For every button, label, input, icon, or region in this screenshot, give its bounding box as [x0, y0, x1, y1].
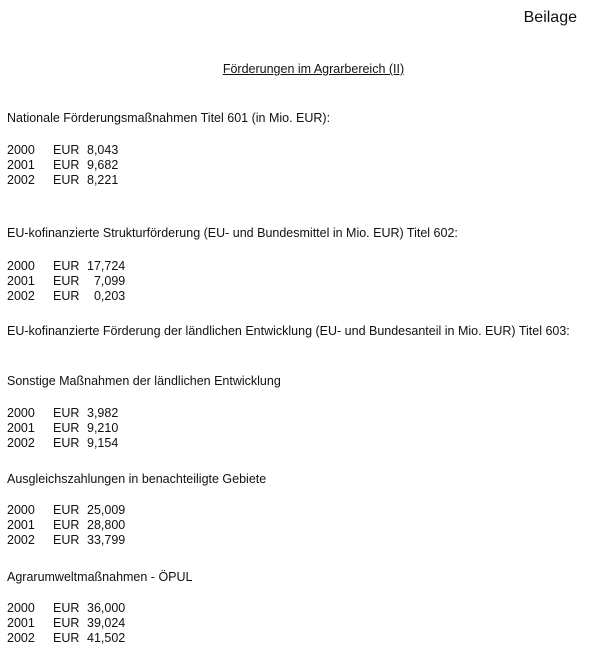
amount: 25,009	[87, 503, 126, 517]
data-row	[7, 289, 602, 304]
year: 2001	[7, 421, 35, 435]
section-heading: EU-kofinanzierte Strukturförderung (EU- und Bundesmittel in Mio. EUR) Titel 602:	[7, 226, 458, 240]
page-label: Beilage	[523, 9, 577, 26]
section-heading: EU-kofinanzierte Förderung der ländlichen Entwicklung (EU- und Bundesanteil in Mio. EUR) Titel 603:	[7, 324, 570, 338]
year: 2000	[7, 503, 35, 517]
section-heading: Agrarumweltmaßnahmen - ÖPUL	[7, 570, 193, 584]
amount: 3,982	[87, 406, 119, 420]
currency: EUR	[53, 289, 80, 303]
amount: 8,043	[87, 143, 119, 157]
currency: EUR	[53, 601, 80, 615]
currency: EUR	[53, 518, 80, 532]
section-heading: Sonstige Maßnahmen der ländlichen Entwicklung	[7, 374, 281, 388]
data-row	[7, 421, 602, 436]
currency: EUR	[53, 259, 80, 273]
amount: 9,210	[87, 421, 119, 435]
data-row	[7, 158, 602, 173]
section-eu-603	[7, 323, 602, 339]
currency: EUR	[53, 436, 80, 450]
data-row	[7, 503, 602, 518]
data-list	[7, 503, 602, 548]
data-row	[7, 518, 602, 533]
amount: 8,221	[87, 173, 119, 187]
amount: 7,099	[87, 274, 126, 288]
data-row	[7, 143, 602, 158]
amount: 9,154	[87, 436, 119, 450]
year: 2000	[7, 259, 35, 273]
data-row	[7, 616, 602, 631]
data-list	[7, 143, 602, 188]
amount: 9,682	[87, 158, 119, 172]
year: 2000	[7, 143, 35, 157]
amount: 33,799	[87, 533, 126, 547]
section-sonstige	[7, 373, 602, 389]
amount: 39,024	[87, 616, 126, 630]
year: 2001	[7, 274, 35, 288]
data-row	[7, 533, 602, 548]
currency: EUR	[53, 158, 80, 172]
amount: 41,502	[87, 631, 126, 645]
section-oepul	[7, 569, 602, 585]
data-row	[7, 436, 602, 451]
year: 2000	[7, 406, 35, 420]
year: 2002	[7, 173, 35, 187]
year: 2001	[7, 158, 35, 172]
section-eu-602	[7, 225, 602, 241]
data-row	[7, 274, 602, 289]
data-row	[7, 259, 602, 274]
data-row	[7, 631, 602, 646]
currency: EUR	[53, 533, 80, 547]
currency: EUR	[53, 616, 80, 630]
data-list	[7, 601, 602, 646]
data-list	[7, 406, 602, 451]
page-title: Förderungen im Agrarbereich (II)	[222, 62, 405, 76]
currency: EUR	[53, 143, 80, 157]
year: 2002	[7, 533, 35, 547]
section-heading: Nationale Förderungsmaßnahmen Titel 601 (in Mio. EUR):	[7, 111, 331, 125]
amount: 28,800	[87, 518, 126, 532]
amount: 17,724	[87, 259, 126, 273]
year: 2000	[7, 601, 35, 615]
currency: EUR	[53, 631, 80, 645]
data-row	[7, 173, 602, 188]
year: 2001	[7, 616, 35, 630]
currency: EUR	[53, 421, 80, 435]
currency: EUR	[53, 503, 80, 517]
year: 2001	[7, 518, 35, 532]
currency: EUR	[53, 274, 80, 288]
data-row	[7, 406, 602, 421]
data-list	[7, 259, 602, 304]
year: 2002	[7, 289, 35, 303]
currency: EUR	[53, 406, 80, 420]
year: 2002	[7, 631, 35, 645]
currency: EUR	[53, 173, 80, 187]
data-row	[7, 601, 602, 616]
section-national-601	[7, 110, 602, 126]
amount: 0,203	[87, 289, 126, 303]
amount: 36,000	[87, 601, 126, 615]
year: 2002	[7, 436, 35, 450]
section-ausgleichszahlungen	[7, 471, 602, 487]
section-heading: Ausgleichszahlungen in benachteiligte Gebiete	[7, 472, 267, 486]
